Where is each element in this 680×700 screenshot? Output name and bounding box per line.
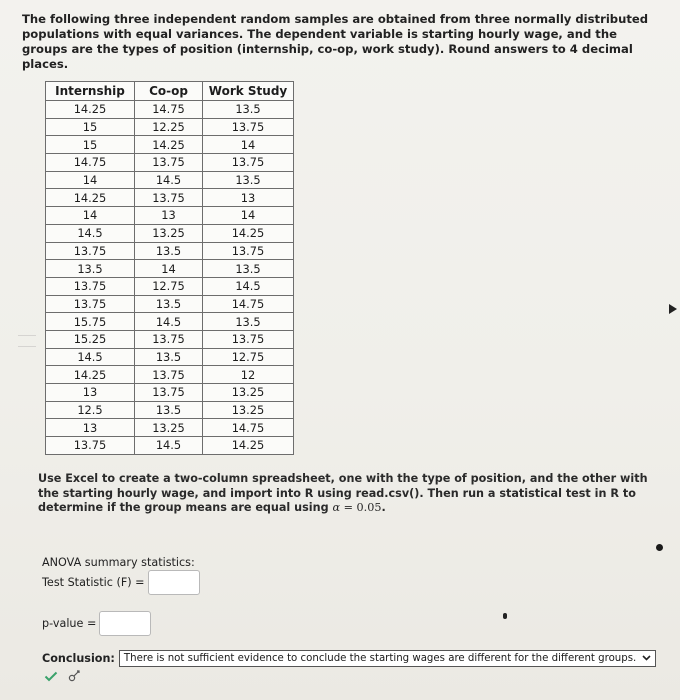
- table-cell: 13: [46, 384, 135, 402]
- table-cell: 13.5: [46, 260, 135, 278]
- table-cell: 14: [46, 207, 135, 225]
- table-cell: 13.5: [135, 348, 203, 366]
- table-cell: 13.75: [135, 384, 203, 402]
- p-value-label: p-value =: [42, 617, 97, 630]
- table-cell: 13: [135, 207, 203, 225]
- table-cell: 13.75: [203, 154, 294, 172]
- table-row: [46, 366, 294, 384]
- table-row: [46, 189, 294, 207]
- conclusion-label: Conclusion:: [42, 652, 115, 665]
- question-intro: The following three independent random samples are obtained from three normally distributed populations with equal variances. The dependent variable is starting hourly wage, and the groups are the types of position (internship, co-op, work study). Round answers to 4 decimal places.: [22, 12, 649, 71]
- table-row: [46, 295, 294, 313]
- chevron-down-icon: [642, 654, 651, 664]
- table-cell: 13.75: [135, 330, 203, 348]
- table-cell: 14: [46, 171, 135, 189]
- table-cell: 13.75: [203, 118, 294, 136]
- table-row: [46, 136, 294, 154]
- table-cell: 14.5: [135, 171, 203, 189]
- table-cell: 13.75: [135, 189, 203, 207]
- table-row: [46, 330, 294, 348]
- table-cell: 13.75: [203, 330, 294, 348]
- table-row: [46, 242, 294, 260]
- table-cell: 14: [203, 136, 294, 154]
- p-value-input[interactable]: [99, 611, 151, 636]
- table-cell: 14.25: [46, 101, 135, 119]
- dot-mark: [503, 613, 507, 619]
- table-cell: 15.75: [46, 313, 135, 331]
- table-cell: 13: [46, 419, 135, 437]
- answer-status: [44, 668, 81, 686]
- table-cell: 14.75: [203, 295, 294, 313]
- table-cell: 13.5: [203, 101, 294, 119]
- table-cell: 13.25: [135, 224, 203, 242]
- alpha-value: = 0.05: [340, 501, 382, 514]
- checkmark-icon: [44, 668, 58, 686]
- conclusion-row: [42, 650, 656, 667]
- table-cell: 13.75: [135, 366, 203, 384]
- table-cell: 13.25: [203, 401, 294, 419]
- table-cell: 12.75: [203, 348, 294, 366]
- table-cell: 13.75: [46, 295, 135, 313]
- table-cell: 13.5: [135, 295, 203, 313]
- table-cell: 13.25: [135, 419, 203, 437]
- table-cell: 15: [46, 136, 135, 154]
- table-row: [46, 401, 294, 419]
- instructions-part-2: . Then run a statistical test in R to determine if the group means are equal using: [38, 486, 636, 514]
- table-cell: 14.75: [46, 154, 135, 172]
- column-header-work-study: Work Study: [203, 82, 294, 101]
- table-cell: 14.5: [203, 277, 294, 295]
- table-cell: 13.5: [135, 401, 203, 419]
- table-cell: 13.75: [135, 154, 203, 172]
- faint-artifact: [18, 335, 36, 347]
- table-row: [46, 277, 294, 295]
- table-cell: 13.5: [203, 171, 294, 189]
- table-cell: 14: [135, 260, 203, 278]
- table-cell: 15: [46, 118, 135, 136]
- table-cell: 14.25: [46, 366, 135, 384]
- table-row: [46, 118, 294, 136]
- table-row: [46, 437, 294, 455]
- table-row: [46, 224, 294, 242]
- anova-summary-title: ANOVA summary statistics:: [42, 556, 195, 569]
- table-cell: 13: [203, 189, 294, 207]
- table-cell: 13.75: [46, 242, 135, 260]
- table-cell: 13.75: [203, 242, 294, 260]
- table-cell: 13.5: [203, 260, 294, 278]
- instructions-part-1: Use Excel to create a two-column spreadsheet, one with the type of position, and the other with the starting hourly wage, and import into R using: [38, 472, 648, 500]
- table-cell: 12.75: [135, 277, 203, 295]
- instructions-text: [38, 472, 658, 516]
- table-cell: 14.5: [135, 437, 203, 455]
- table-cell: 14.5: [46, 224, 135, 242]
- table-cell: 14.25: [135, 136, 203, 154]
- alpha-symbol: α: [332, 501, 341, 514]
- table-row: [46, 207, 294, 225]
- table-row: [46, 154, 294, 172]
- table-cell: 14.5: [46, 348, 135, 366]
- table-cell: 12.5: [46, 401, 135, 419]
- table-row: [46, 348, 294, 366]
- p-value-row: [42, 611, 151, 636]
- table-row: [46, 384, 294, 402]
- wage-data-table: [45, 81, 294, 455]
- table-cell: 14.25: [203, 224, 294, 242]
- cursor-arrow-icon: [669, 304, 677, 314]
- table-cell: 13.5: [203, 313, 294, 331]
- f-statistic-input[interactable]: [148, 570, 200, 595]
- column-header-internship: Internship: [46, 82, 135, 101]
- table-cell: 14.25: [203, 437, 294, 455]
- table-cell: 12.25: [135, 118, 203, 136]
- table-row: [46, 171, 294, 189]
- table-cell: 14.75: [135, 101, 203, 119]
- table-cell: 13.75: [46, 277, 135, 295]
- f-statistic-row: [42, 570, 200, 595]
- table-row: [46, 101, 294, 119]
- table-cell: 14.5: [135, 313, 203, 331]
- table-cell: 14.25: [46, 189, 135, 207]
- table-row: [46, 313, 294, 331]
- table-cell: 15.25: [46, 330, 135, 348]
- table-cell: 14.75: [203, 419, 294, 437]
- instructions-end: .: [381, 501, 386, 514]
- conclusion-select[interactable]: [119, 650, 656, 667]
- table-cell: 14: [203, 207, 294, 225]
- table-header-row: [46, 82, 294, 101]
- f-statistic-label: Test Statistic (F) =: [42, 576, 145, 589]
- table-cell: 12: [203, 366, 294, 384]
- table-row: [46, 419, 294, 437]
- table-cell: 13.75: [46, 437, 135, 455]
- table-cell: 13.25: [203, 384, 294, 402]
- table-cell: 13.5: [135, 242, 203, 260]
- column-header-co-op: Co-op: [135, 82, 203, 101]
- table-row: [46, 260, 294, 278]
- conclusion-selected-value: There is not sufficient evidence to conclude the starting wages are different for the different groups.: [123, 653, 637, 664]
- key-icon[interactable]: [68, 669, 81, 685]
- dot-mark: [656, 544, 663, 551]
- read-csv-code: read.csv(): [355, 486, 420, 500]
